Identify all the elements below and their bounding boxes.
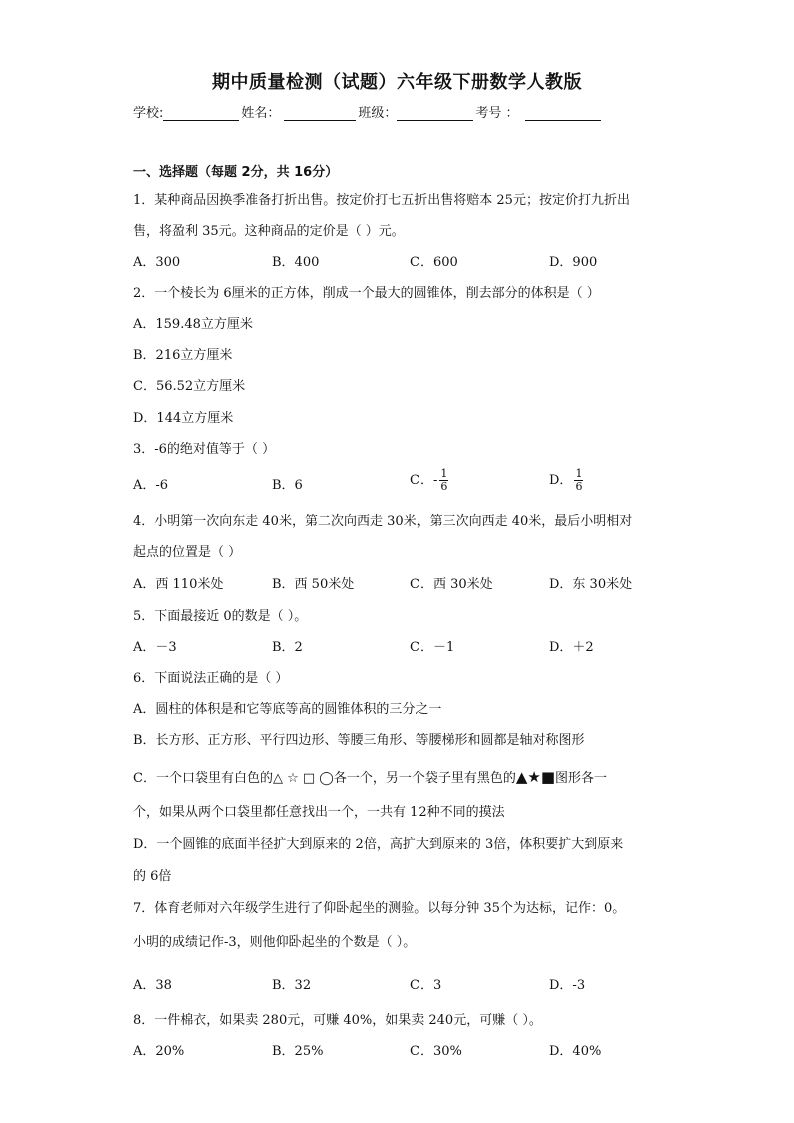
q1-option-d[interactable]: D．900 [549,255,598,270]
name-blank[interactable] [284,106,356,121]
q7-text-line2: 小明的成绩记作-3，则他仰卧起坐的个数是（ ）。 [133,935,417,950]
q6-option-d-line1[interactable]: D．一个圆锥的底面半径扩大到原来的 2倍，高扩大到原来的 3倍，体积要扩大到原来 [133,837,624,852]
section-heading: 一、选择题（每题 2分，共 16分） [133,165,339,180]
q3-option-c-fraction [439,468,448,493]
exam-no-blank[interactable] [525,106,601,121]
q3-option-d-prefix: D． [549,473,573,488]
class-label: 班级： [358,106,398,121]
q5-option-a[interactable]: A．－3 [133,640,177,655]
q5-option-c[interactable]: C．－1 [410,640,455,655]
q6-option-c-line2: 个，如果从两个口袋里都任意找出一个，一共有 12种不同的摸法 [133,805,505,820]
q6-option-c-line1[interactable] [133,767,607,789]
q7-option-d[interactable]: D．-3 [549,978,586,993]
q4-option-a[interactable]: A．西 110米处 [133,577,224,592]
q2-option-c[interactable]: C．56.52立方厘米 [133,379,246,394]
q3-option-a[interactable]: A．-6 [133,478,169,493]
student-info-row [133,102,603,121]
q5-text: 5．下面最接近 0的数是（ ）。 [133,609,308,624]
q4-option-d[interactable]: D．东 30米处 [549,577,633,592]
q6-c-suffix: 图形各一 [555,771,608,786]
q3-option-d[interactable] [549,468,583,493]
q1-option-a[interactable]: A．300 [133,255,181,270]
fraction-numerator: 1 [575,467,583,480]
q4-option-c[interactable]: C．西 30米处 [410,577,493,592]
fraction-denominator: 6 [440,480,448,493]
q4-option-b[interactable]: B．西 50米处 [272,577,355,592]
exam-no-label: 考号 ： [475,106,519,121]
q8-option-d[interactable]: D．40% [549,1044,602,1059]
q8-option-c[interactable]: C．30% [410,1044,462,1059]
q1-option-b[interactable]: B．400 [272,255,320,270]
q3-option-b[interactable]: B．6 [272,478,303,493]
q2-option-d[interactable]: D．144立方厘米 [133,411,234,426]
q7-text-line1: 7．体育老师对六年级学生进行了仰卧起坐的测验。以每分钟 35个为达标，记作：0。 [133,901,626,916]
q3-option-c-prefix: C．- [410,473,438,488]
q4-text-line2: 起点的位置是（ ） [133,545,242,560]
q4-text-line1: 4．小明第一次向东走 40米，第二次向西走 30米，第三次向西走 40米，最后小明相对 [133,514,633,529]
q6-text: 6．下面说法正确的是（ ） [133,671,289,686]
q7-option-c[interactable]: C．3 [410,978,442,993]
q2-option-a[interactable]: A．159.48立方厘米 [133,317,253,332]
q8-option-a[interactable]: A．20% [133,1044,185,1059]
q1-text-line1: 1．某种商品因换季准备打折出售。按定价打七五折出售将赔本 25元；按定价打九折出 [133,193,630,208]
q6-option-b[interactable]: B．长方形、正方形、平行四边形、等腰三角形、等腰梯形和圆都是轴对称图形 [133,733,585,748]
q1-option-c[interactable]: C．600 [410,255,458,270]
q7-option-b[interactable]: B．32 [272,978,312,993]
q3-text: 3．-6的绝对值等于（ ） [133,442,276,457]
fraction-denominator: 6 [575,480,583,493]
q3-option-d-fraction [574,468,583,493]
q7-option-a[interactable]: A．38 [133,978,172,993]
q6-option-d-line2: 的 6倍 [133,869,172,884]
q1-text-line2: 售，将盈利 35元。这种商品的定价是（ ）元。 [133,224,405,239]
white-shapes-icon: △ ☆ □ ◯ [272,771,334,786]
fraction-numerator: 1 [440,467,448,480]
school-blank[interactable] [163,106,239,121]
q8-text: 8．一件棉衣，如果卖 280元，可赚 40%，如果卖 240元，可赚（ ）。 [133,1013,542,1028]
q6-c-mid: 各一个，另一个袋子里有黑色的 [333,771,516,786]
page-title: 期中质量检测（试题）六年级下册数学人教版 [212,72,582,93]
q6-option-a[interactable]: A．圆柱的体积是和它等底等高的圆锥体积的三分之一 [133,702,442,717]
q5-option-b[interactable]: B．2 [272,640,303,655]
black-shapes-icon: ▲★■ [515,768,556,786]
q2-text: 2．一个棱长为 6厘米的正方体，削成一个最大的圆锥体，削去部分的体积是（ ） [133,286,600,301]
school-label: 学校: [133,106,164,121]
name-label: 姓名： [241,106,281,121]
class-blank[interactable] [397,106,473,121]
q3-option-c[interactable] [410,468,448,493]
q2-option-b[interactable]: B．216立方厘米 [133,348,233,363]
q5-option-d[interactable]: D．＋2 [549,640,594,655]
q6-c-prefix: C．一个口袋里有白色的 [133,771,273,786]
q8-option-b[interactable]: B．25% [272,1044,324,1059]
